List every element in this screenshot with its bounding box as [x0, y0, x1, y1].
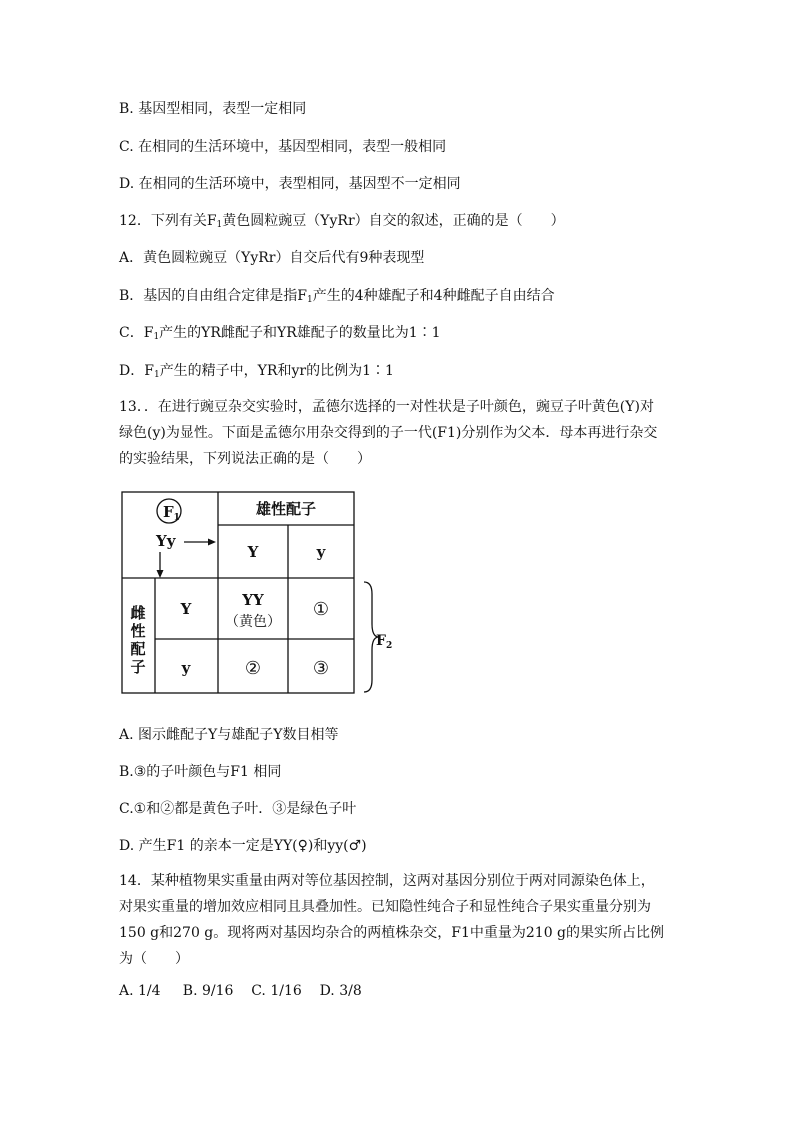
female-header-char-4: 子: [130, 658, 146, 676]
f1-label: $F_1$: [163, 503, 180, 523]
q12-option-a: A．黄色圆粒豌豆（YyRr）自交后代有9种表现型: [119, 250, 425, 266]
q13-stem: [119, 394, 679, 472]
q12-option-b: [119, 285, 555, 305]
q14-stem-line-4: 为（ ）: [119, 951, 189, 967]
q12-option-d-text-2: 产生的精子中，YR和yr的比例为1∶1: [159, 363, 394, 379]
cell-1: ①: [312, 599, 330, 620]
q12-stem-text-2: 黄色圆粒豌豆（YyRr）自交的叙述，正确的是（ ）: [222, 213, 565, 229]
q14-stem-line-1: 14．某种植物果实重量由两对等位基因控制，这两对基因分别位于两对同源染色体上，: [119, 873, 655, 889]
q13-option-a: A. 图示雌配子Y与雄配子Y数目相等: [119, 727, 339, 743]
female-header-char-3: 配: [130, 640, 146, 658]
q12-option-c-sub: 1: [153, 332, 160, 342]
q12-option-c: [119, 322, 441, 342]
cell-YY-genotype: YY: [242, 591, 264, 609]
q13-stem-line-2: 绿色(y)为显性。下面是孟德尔用杂交得到的子一代(F1)分别作为父本．母本再进行杂交: [119, 425, 658, 441]
cell-2: ②: [244, 658, 262, 679]
q13-option-c: C.①和②都是黄色子叶．③是绿色子叶: [119, 801, 357, 817]
male-gamete-header: 雄性配子: [255, 500, 317, 518]
q11-option-c: C. 在相同的生活环境中，基因型相同，表型一般相同: [119, 139, 447, 155]
male-gamete-Y: Y: [247, 543, 259, 561]
cell-YY-phenotype: （黄色）: [225, 614, 281, 630]
q11-option-d: D. 在相同的生活环境中，表型相同，基因型不一定相同: [119, 176, 461, 192]
arrow-down-head: [157, 570, 164, 578]
q11-option-b: B. 基因型相同，表型一定相同: [119, 101, 307, 117]
female-gamete-y: y: [181, 659, 191, 677]
q14-stem-line-3: 150 g和270 g。现将两对基因均杂合的两植株杂交，F1中重量为210 g的果实所占比例: [119, 925, 665, 941]
q12-stem: [119, 210, 565, 230]
q12-option-c-text: C．F: [119, 325, 154, 341]
f2-label: $F_2$: [376, 633, 393, 651]
q12-stem-sub: 1: [216, 220, 223, 230]
q14-options: A. 1/4 B. 9/16 C. 1/16 D. 3/8: [119, 983, 362, 999]
f1-genotype-label: Yy: [156, 532, 176, 550]
q14-stem-line-2: 对果实重量的增加效应相同且具叠加性。已知隐性纯合子和显性纯合子果实重量分别为: [119, 899, 651, 915]
arrow-right-head: [208, 539, 216, 546]
q13-stem-line-1: 13．．在进行豌豆杂交实验时，孟德尔选择的一对性状是子叶颜色，豌豆子叶黄色(Y)对: [119, 399, 654, 415]
male-gamete-y: y: [316, 543, 326, 561]
q13-stem-line-3: 的实验结果，下列说法正确的是（ ）: [119, 451, 371, 467]
q13-option-d: D. 产生F1 的亲本一定是YY(♀)和yy(♂): [119, 838, 367, 854]
female-header-char-1: 雌: [130, 604, 146, 622]
q12-option-d: [119, 360, 394, 380]
female-gamete-Y: Y: [180, 600, 192, 618]
q12-option-b-text: B．基因的自由组合定律是指F: [119, 288, 308, 304]
q12-option-d-sub: 1: [153, 370, 160, 380]
q13-option-b: B.③的子叶颜色与F1 相同: [119, 764, 282, 780]
q12-stem-text: 12．下列有关F: [119, 213, 217, 229]
q12-option-b-text-2: 产生的4种雄配子和4种雌配子自由结合: [312, 288, 555, 304]
q12-option-b-sub: 1: [307, 295, 313, 305]
q12-option-c-text-2: 产生的YR雌配子和YR雄配子的数量比为1∶1: [159, 325, 441, 341]
q12-option-d-text: D．F: [119, 363, 154, 379]
punnett-square-diagram: [120, 490, 393, 700]
female-header-char-2: 性: [130, 622, 146, 640]
cell-3: ③: [312, 658, 330, 679]
q14-stem: [119, 868, 679, 972]
